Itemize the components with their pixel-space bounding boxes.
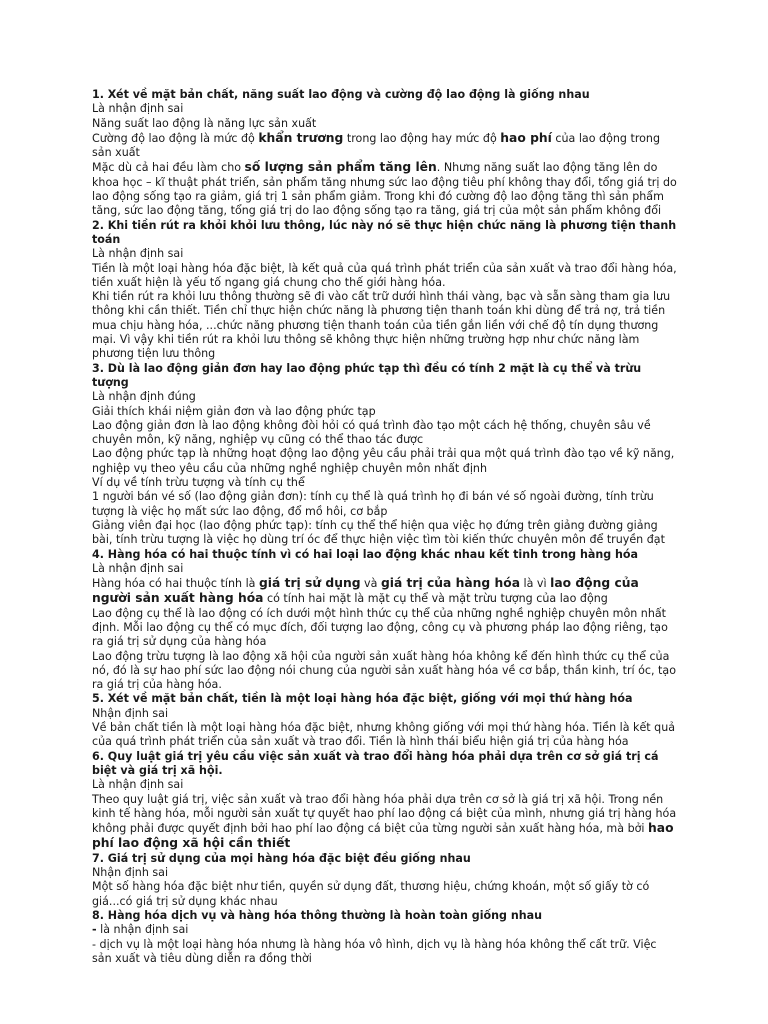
bold-text: 4. Hàng hóa có hai thuộc tính vì có hai loại lao động khác nhau kết tinh trong hàng hóa	[92, 547, 639, 561]
document-body	[92, 88, 678, 966]
body-paragraph	[92, 390, 678, 404]
body-paragraph	[92, 476, 678, 490]
text-run: Lao động trừu tượng là lao động xã hội của người sản xuất hàng hóa không kể đến hình thức cụ thể của nó, đó là sự hao phí sức lao động nói chung của người sản xuất hàng hóa về cơ bắp, thần kinh, trí óc, tạo ra giá trị của hàng hóa.	[92, 649, 676, 692]
body-paragraph	[92, 707, 678, 721]
body-paragraph	[92, 866, 678, 880]
emphasized-text: khẩn trương	[258, 130, 344, 145]
bold-text: 1. Xét về mặt bản chất, năng suất lao động và cường độ lao động là giống nhau	[92, 88, 590, 101]
body-paragraph	[92, 576, 678, 607]
text-run: Là nhận định sai	[92, 778, 184, 792]
emphasized-text: giá trị của hàng hóa	[380, 576, 520, 591]
text-run: và	[360, 577, 381, 591]
text-run: 1 người bán vé số (lao động giản đơn): tính cụ thể là quá trình họ đi bán vé số ngoài đường, tính trừu tượng là việc họ mất sức lao động, đổ mồ hôi, cơ bắp	[92, 490, 654, 518]
question-heading	[92, 548, 678, 562]
emphasized-text: hao phí lao động xã hội cần thiết	[92, 821, 674, 851]
text-run: Là nhận định sai	[92, 561, 184, 575]
body-paragraph	[92, 562, 678, 576]
text-run: Theo quy luật giá trị, việc sản xuất và trao đổi hàng hóa phải dựa trên cơ sở là giá trị xã hội. Trong nền kinh tế hàng hóa, mỗi người sản xuất tự quyết hao phí lao động cá biệt của mình, nhưng giá trị hàng hóa không phải được quyết định bởi hao phí lao động cá biệt của từng người sản xuất hàng hóa, mà bởi	[92, 792, 677, 836]
question-heading	[92, 852, 678, 866]
bold-text: -	[92, 923, 97, 937]
body-paragraph	[92, 490, 678, 519]
text-run: - dịch vụ là một loại hàng hóa nhưng là hàng hóa vô hình, dịch vụ là hàng hóa không thể cất trữ. Việc sản xuất và tiêu dùng diễn ra đồng thời	[92, 937, 657, 965]
body-paragraph	[92, 419, 678, 448]
body-paragraph	[92, 117, 678, 131]
body-paragraph	[92, 778, 678, 792]
text-run: là nhận định sai	[96, 923, 189, 937]
text-run: Cường độ lao động là mức độ	[92, 131, 259, 145]
text-run: Khi tiền rút ra khỏi lưu thông thường sẽ đi vào cất trữ dưới hình thái vàng, bạc và sẵn sàng tham gia lưu thông khi cần thiết. Tiền chỉ thực hiện chức năng là phương tiện thanh toán khi dùng để trả nợ, trả tiền mua chịu hàng hóa, ...chức năng phương tiện thanh toán của tiền gắn liền với chế độ tín dụng thương mại. Vì vậy khi tiền rút ra khỏi lưu thông sẽ không thực hiện những trường hợp như chức năng làm phương tiện lưu thông	[92, 290, 671, 361]
body-paragraph	[92, 160, 678, 218]
emphasized-text: hao phí	[500, 130, 552, 145]
bold-text: 8. Hàng hóa dịch vụ và hàng hóa thông thường là hoàn toàn giống nhau	[92, 908, 543, 922]
text-run: trong lao động hay mức độ	[343, 131, 501, 145]
question-heading	[92, 219, 678, 248]
emphasized-text: số lượng sản phẩm tăng lên	[244, 160, 437, 175]
text-run: của lao động trong sản xuất	[92, 131, 660, 160]
body-paragraph	[92, 793, 678, 852]
text-run: Nhận định sai	[92, 866, 169, 880]
body-paragraph	[92, 262, 678, 291]
text-run: Là nhận định đúng	[92, 390, 196, 404]
text-run: có tính hai mặt là mặt cụ thể và mặt trừu tượng của lao động	[263, 592, 608, 606]
body-paragraph	[92, 938, 678, 967]
text-run: Lao động cụ thể là lao động có ích dưới một hình thức cụ thể của những nghề nghiệp chuyên môn nhất định. Mỗi lao động cụ thể có mục đích, đối tượng lao động, công cụ và phương pháp lao động riêng, tạo ra giá trị sử dụng của hàng hóa	[92, 606, 668, 649]
text-run: Là nhận định sai	[92, 102, 184, 116]
body-paragraph	[92, 607, 678, 650]
emphasized-text: lao động của người sản xuất hàng hóa	[92, 576, 639, 606]
bold-text: 5. Xét về mặt bản chất, tiền là một loại hàng hóa đặc biệt, giống với mọi thứ hàng hóa	[92, 692, 633, 706]
bold-text: 6. Quy luật giá trị yêu cầu việc sản xuất và trao đổi hàng hóa phải dựa trên cơ sở giá trị cá biệt và giá trị xã hội.	[92, 749, 659, 777]
text-run: Lao động giản đơn là lao động không đòi hỏi có quá trình đào tạo một cách hệ thống, chuyên sâu về chuyên môn, kỹ năng, nghiệp vụ cũng có thể thao tác được	[92, 418, 651, 447]
text-run: Giải thích khái niệm giản đơn và lao động phức tạp	[92, 404, 376, 418]
body-paragraph	[92, 721, 678, 750]
bold-text: 2. Khi tiền rút ra khỏi khỏi lưu thông, lúc này nó sẽ thực hiện chức năng là phương tiện thanh toán	[92, 218, 677, 246]
question-heading	[92, 362, 678, 391]
body-paragraph	[92, 880, 678, 909]
body-paragraph	[92, 650, 678, 693]
question-heading	[92, 88, 678, 102]
text-run: là vì	[520, 577, 551, 591]
body-paragraph	[92, 447, 678, 476]
text-run: Nhận định sai	[92, 706, 169, 720]
emphasized-text: giá trị sử dụng	[259, 576, 361, 591]
text-run: Một số hàng hóa đặc biệt như tiền, quyền sử dụng đất, thương hiệu, chứng khoán, một số giấy tờ có giá...có giá trị sử dụng khác nhau	[92, 880, 650, 908]
text-run: Tiền là một loại hàng hóa đặc biệt, là kết quả của quá trình phát triển của sản xuất và trao đổi hàng hóa, tiền xuất hiện là yếu tố ngang giá chung cho thế giới hàng hóa.	[92, 261, 677, 289]
body-paragraph	[92, 519, 678, 548]
bold-text: 3. Dù là lao động giản đơn hay lao động phức tạp thì đều có tính 2 mặt là cụ thể và trừu tượng	[92, 361, 642, 389]
text-run: Năng suất lao động là năng lực sản xuất	[92, 116, 317, 130]
body-paragraph	[92, 247, 678, 261]
body-paragraph	[92, 923, 678, 937]
text-run: Mặc dù cả hai đều làm cho	[92, 161, 245, 175]
text-run: Lao động phức tạp là những hoạt động lao động yêu cầu phải trải qua một quá trình đào tạo về kỹ năng, nghiệp vụ theo yêu cầu của những nghề nghiệp chuyên môn nhất định	[92, 447, 675, 475]
text-run: Về bản chất tiền là một loại hàng hóa đặc biệt, nhưng không giống với mọi thứ hàng hóa. Tiền là kết quả của quá trình phát triển của sản xuất và trao đổi. Tiền là hình thái biểu hiện giá trị của hàng hóa	[92, 721, 676, 749]
question-heading	[92, 692, 678, 706]
body-paragraph	[92, 290, 678, 361]
text-run: Hàng hóa có hai thuộc tính là	[92, 577, 259, 591]
body-paragraph	[92, 102, 678, 116]
text-run: . Nhưng năng suất lao động tăng lên do khoa học – kĩ thuật phát triển, sản phẩm tăng nhưng sức lao động tiêu phí không thay đổi, tổng giá trị do lao động sống tạo ra giảm, giá trị 1 sản phẩm giảm. Trong khi đó cường độ lao động tăng thì sản phẩm tăng, sức lao động tăng, tổng giá trị do lao động sống tạo ra tăng, giá trị của một sản phẩm không đổi	[92, 161, 677, 218]
question-heading	[92, 750, 678, 779]
text-run: Ví dụ về tính trừu tượng và tính cụ thể	[92, 476, 305, 490]
body-paragraph	[92, 405, 678, 419]
text-run: Giảng viên đại học (lao động phức tạp): tính cụ thể thể hiện qua việc họ đứng trên giảng đường giảng bài, tính trừu tượng là việc họ dùng trí óc để thực hiện việc tìm tòi kiến thức chuyên môn để truyền đạt	[92, 518, 665, 547]
bold-text: 7. Giá trị sử dụng của mọi hàng hóa đặc biệt đều giống nhau	[92, 851, 471, 865]
text-run: Là nhận định sai	[92, 247, 184, 261]
question-heading	[92, 909, 678, 923]
body-paragraph	[92, 131, 678, 161]
